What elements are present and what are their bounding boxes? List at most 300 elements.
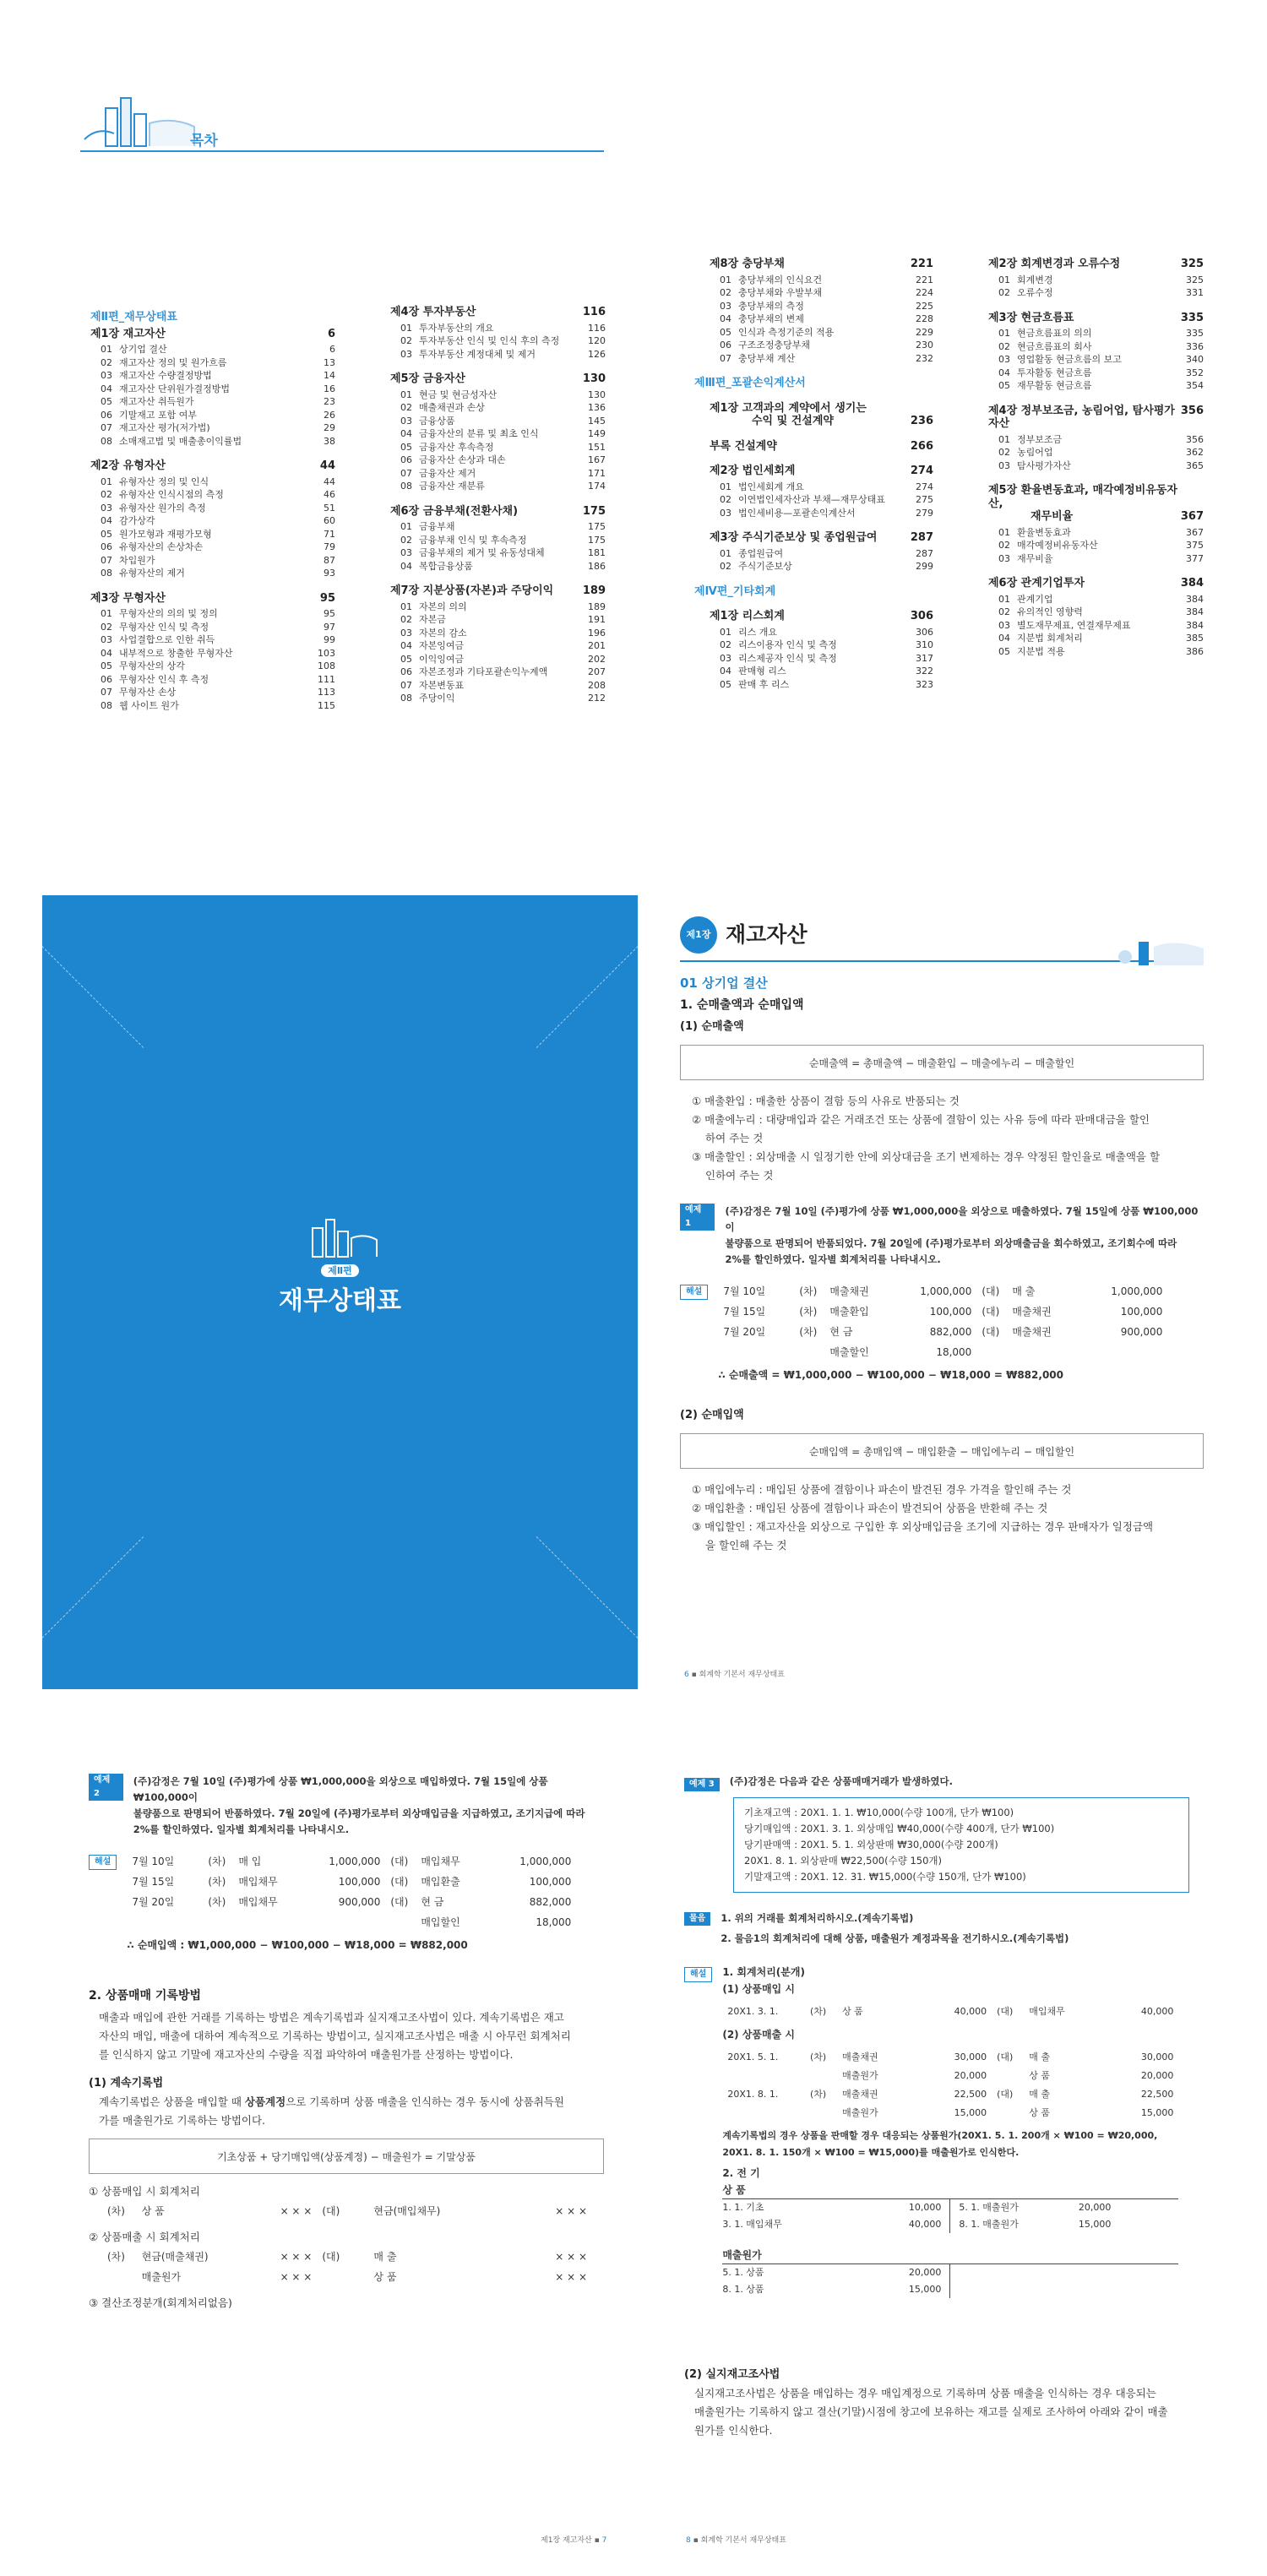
journal-cell: 현 금 [421, 1896, 444, 1908]
toc-item-title: 자본조정과 기타포괄손익누계액 [419, 666, 548, 677]
toc-item [90, 343, 335, 356]
toc-item-title: 정부보조금 [1017, 433, 1063, 445]
journal-cell: (차) [208, 1856, 226, 1867]
toc-page-number: 275 [916, 494, 933, 505]
toc-page-number: 310 [916, 639, 933, 650]
toc-item-title: 관계기업 [1017, 593, 1053, 605]
toc-chapter [710, 440, 933, 454]
text-line: 20X1. 8. 1. 외상판매 ₩22,500(수량 150개) [744, 1855, 943, 1867]
toc-item-label [998, 645, 1065, 659]
toc-item-title: 복합금융상품 [419, 560, 473, 572]
toc-item-number: 07 [101, 422, 112, 433]
toc-item-title: 무형자산 인식 및 측정 [119, 621, 209, 633]
toc-item-title: 유형자산의 제거 [119, 568, 185, 579]
toc-item-label [101, 343, 167, 356]
toc-item [90, 686, 335, 699]
toc-item-label [400, 348, 536, 361]
toc-header [80, 93, 604, 152]
ledger-amount: 40,000 [908, 2219, 942, 2230]
definition-list [680, 1092, 1204, 1185]
toc-item-number: 01 [101, 476, 112, 487]
formula-box: 순매입액 = 총매입액 − 매입환출 − 매입에누리 − 매입할인 [680, 1433, 1204, 1469]
toc-column-3 [694, 258, 933, 691]
toc-item-label [998, 526, 1071, 540]
toc-item-number: 01 [998, 526, 1010, 538]
ledger-cogs [722, 2264, 1178, 2298]
toc-item-title: 유형자산 원가의 측정 [119, 502, 206, 514]
example-badge: 예제 3 [684, 1778, 720, 1791]
toc-page-number: 116 [582, 306, 606, 318]
text-line: 당기매입액 : 20X1. 3. 1. 외상매입 ₩40,000(수량 400개, 단가 ₩100) [744, 1823, 1055, 1834]
toc-item-title: 원가모형과 재평가모형 [119, 528, 212, 540]
toc-column-4 [988, 258, 1204, 658]
solution-badge: 해설 [89, 1855, 117, 1870]
journal-cell: (차) [809, 2052, 827, 2062]
toc-item [390, 401, 606, 415]
toc-page-number: 325 [1186, 274, 1204, 285]
journal-table [722, 2003, 1178, 2021]
journal-cell [233, 1912, 309, 1932]
journal-cell: 매입할인 [421, 1916, 460, 1928]
solution-step: (2) 상품매출 시 [722, 2029, 795, 2041]
part-cover [42, 895, 638, 1689]
toc-page-number: 354 [1186, 380, 1204, 391]
toc-item [710, 481, 933, 494]
toc-chapter-title: 제4장 투자부동산 [390, 306, 476, 318]
toc-item [710, 639, 933, 652]
toc-item-number: 01 [101, 608, 112, 619]
toc-item-label [101, 541, 203, 554]
journal-cell: 매출원가 [842, 2107, 878, 2118]
toc-item-number: 06 [101, 673, 112, 685]
toc-item-label [720, 493, 885, 507]
toc-item-number: 02 [101, 621, 112, 633]
toc-page-number: 356 [1186, 433, 1204, 445]
toc-item-number: 08 [400, 693, 412, 704]
toc-chapter [390, 306, 606, 319]
entry-title: ① 상품매입 시 회계처리 [89, 2185, 200, 2198]
toc-page-number: 16 [324, 383, 335, 394]
toc-item [390, 520, 606, 534]
journal-cell: 매 출 [1029, 2052, 1050, 2062]
journal-row [722, 2048, 1178, 2067]
toc-item-label [400, 613, 446, 627]
toc-item [710, 665, 933, 678]
toc-item-number: 07 [400, 467, 412, 479]
toc-item [90, 356, 335, 370]
toc-item-label [101, 488, 224, 502]
toc-item-number: 02 [720, 639, 731, 650]
subsection-title: 1. 순매출액과 순매입액 [680, 998, 804, 1012]
toc-item-title: 금융자산 재분류 [419, 481, 485, 492]
journal-row [102, 2247, 592, 2267]
example-text: (주)감정은 다음과 같은 상품매매거래가 발생하였다. [729, 1775, 953, 1787]
toc-item-number: 03 [998, 354, 1010, 365]
toc-page-number: 113 [318, 687, 335, 698]
toc-item-number: 03 [720, 652, 731, 664]
toc-page-number: 38 [324, 435, 335, 447]
toc-item-title: 매출채권과 손상 [419, 402, 485, 413]
journal-cell: (대) [982, 1326, 1000, 1338]
toc-chapter [988, 484, 1204, 524]
toc-item-title: 주당이익 [419, 693, 455, 704]
toc-item-label [101, 554, 155, 568]
toc-chapter [710, 258, 933, 271]
toc-page-number: 299 [916, 561, 933, 572]
toc-item-title: 자본잉여금 [419, 640, 465, 651]
toc-item-title: 투자부동산의 개요 [419, 322, 494, 334]
toc-item [710, 493, 933, 507]
ledger-entry: 5. 1. 상품 [722, 2267, 764, 2278]
toc-item [90, 647, 335, 660]
toc-item [988, 353, 1204, 367]
toc-chapter [988, 577, 1204, 590]
toc-page-number: 87 [324, 554, 335, 566]
journal-cell: × × × [555, 2251, 587, 2263]
journal-cell: 상 품 [842, 2006, 863, 2017]
toc-item-title: 금융상품 [419, 415, 455, 427]
page-footer: 제1장 재고자산 ▪ 7 [541, 2536, 607, 2545]
toc-page-number: 322 [916, 666, 933, 677]
toc-item-label [720, 326, 834, 340]
note-line: 20X1. 8. 1. 150개 × ₩100 = ₩15,000)를 매출원가로 인식한다. [722, 2147, 1020, 2158]
toc-item-label [720, 481, 804, 494]
toc-item-label [101, 621, 209, 634]
toc-chapter-title: 제5장 금융자산 [390, 372, 465, 385]
toc-item [988, 632, 1204, 645]
toc-page-number: 93 [324, 568, 335, 579]
toc-item-label [400, 322, 494, 335]
toc-item-title: 법인세회계 개요 [738, 481, 804, 492]
journal-cell: 매출환입 [829, 1306, 869, 1318]
journal-cell [805, 2104, 837, 2122]
toc-chapter [710, 531, 933, 545]
text-line: 매출원가는 기록하지 않고 결산(기말)시점에 창고에 보유하는 재고를 실제로 조사하여 아래와 같이 매출 [694, 2405, 1168, 2418]
crop-mark [42, 946, 144, 1048]
toc-page-number: 377 [1186, 552, 1204, 564]
ledger-entry: 1. 1. 기초 [722, 2202, 764, 2213]
toc-page-number: 317 [916, 652, 933, 664]
toc-item-number: 02 [720, 287, 731, 298]
toc-item [988, 446, 1204, 459]
toc-item-number: 02 [720, 494, 731, 505]
toc-item-number: 01 [998, 433, 1010, 445]
toc-item-title: 현금흐름표의 의의 [1017, 328, 1092, 339]
toc-item [710, 678, 933, 692]
toc-item-label [400, 441, 494, 454]
toc-chapter-title: 제2장 유형자산 [90, 459, 166, 472]
toc-item [988, 526, 1204, 540]
toc-item [90, 421, 335, 435]
toc-page-number: 306 [916, 626, 933, 638]
toc-item [988, 274, 1204, 287]
toc-page-number: 228 [916, 313, 933, 324]
toc-item-title: 금융자산 손상과 대손 [419, 454, 506, 465]
journal-cell: 상 품 [373, 2271, 397, 2283]
text-line: 기초재고액 : 20X1. 1. 1. ₩10,000(수량 100개, 단가 ₩100) [744, 1807, 1014, 1818]
toc-item-label [998, 353, 1122, 367]
toc-item [710, 274, 933, 287]
toc-item [390, 415, 606, 428]
toc-item-label [720, 274, 822, 287]
journal-cell: 매 출 [373, 2251, 397, 2263]
toc-page-number: 375 [1186, 540, 1204, 551]
ledger-row [959, 2199, 1111, 2216]
toc-item-title: 무형자산 인식 후 측정 [119, 673, 209, 685]
journal-cell: 18,000 [936, 1346, 972, 1358]
toc-item-number: 03 [400, 415, 412, 427]
journal-cell: 100,000 [1120, 1306, 1163, 1318]
text-line: 원가를 인식한다. [694, 2424, 773, 2437]
toc-chapter-title: 제1장 재고자산 [90, 327, 166, 340]
toc-item-label [720, 300, 804, 313]
toc-item-title: 소매재고법 및 매출총이익률법 [119, 435, 242, 447]
toc-item [988, 327, 1204, 340]
toc-item [390, 639, 606, 653]
journal-cell: 20X1. 5. 1. [727, 2052, 779, 2062]
journal-row [718, 1342, 1167, 1362]
ledger-amount: 20,000 [1078, 2202, 1112, 2213]
journal-cell: 18,000 [536, 1916, 572, 1928]
toc-item [90, 395, 335, 409]
toc-item-label [998, 619, 1131, 633]
toc-item-number: 04 [400, 428, 412, 439]
toc-item [988, 645, 1204, 659]
subsection-title: (2) 실지재고조사법 [684, 2368, 780, 2381]
journal-cell: 1,000,000 [519, 1856, 572, 1867]
toc-item-label [101, 435, 242, 448]
journal-row [722, 2104, 1178, 2122]
toc-page-number: 365 [1186, 459, 1204, 471]
toc-item [390, 389, 606, 402]
journal-cell: × × × [555, 2205, 587, 2217]
toc-page-number: 196 [588, 627, 606, 639]
toc-item [90, 435, 335, 448]
toc-item-number: 05 [998, 645, 1010, 657]
journal-cell: 100,000 [929, 1306, 972, 1318]
journal-cell: 매입채무 [238, 1896, 278, 1908]
toc-item-title: 인식과 측정기준의 적용 [738, 326, 835, 338]
toc-item [710, 312, 933, 326]
journal-cell [722, 2104, 805, 2122]
journal-cell: 7월 10일 [132, 1856, 175, 1867]
journal-cell: × × × [280, 2271, 313, 2283]
toc-item-title: 탐사평가자산 [1017, 459, 1071, 471]
toc-page-number: 136 [588, 402, 606, 413]
text-line: ② 매출에누리 : 대량매입과 같은 거래조건 또는 상품에 결함이 있는 사유 등에 따라 판매대금을 할인 [692, 1113, 1150, 1126]
toc-item-title: 리스 개요 [738, 626, 778, 638]
journal-row [127, 1892, 576, 1912]
toc-item-number: 04 [720, 666, 731, 677]
ledger-title: 상 품 [722, 2184, 746, 2196]
toc-chapter-title-line: 제5장 환율변동효과, 매각예정비유동자산, [988, 484, 1177, 510]
toc-item-number: 01 [400, 521, 412, 532]
ledger-title: 매출원가 [722, 2249, 762, 2261]
toc-item-number: 03 [998, 459, 1010, 471]
toc-page-number: 6 [327, 327, 335, 340]
toc-page-number: 279 [916, 507, 933, 519]
toc-item [390, 322, 606, 335]
toc-item-number: 01 [998, 593, 1010, 605]
toc-item [710, 547, 933, 561]
text-line: 당기판매액 : 20X1. 5. 1. 외상판매 ₩30,000(수량 200개) [744, 1839, 998, 1850]
toc-item-title: 감가상각 [119, 515, 155, 526]
example-badge: 예제 2 [89, 1774, 123, 1801]
journal-cell: 20,000 [1140, 2070, 1174, 2081]
toc-item-title: 금융부채 [419, 521, 455, 532]
toc-item-label [101, 476, 209, 489]
data-box [733, 1797, 1189, 1893]
toc-item-title: 투자부동산 인식 및 인식 후의 측정 [419, 335, 560, 346]
journal-table [718, 1281, 1167, 1362]
toc-item-number: 02 [720, 561, 731, 572]
journal-cell [1091, 1342, 1167, 1362]
toc-chapter-title-line: 수익 및 건설계약 [752, 415, 834, 427]
journal-cell: (차) [799, 1285, 818, 1297]
toc-item-number: 05 [400, 653, 412, 665]
journal-row [718, 1302, 1167, 1322]
toc-item-number: 08 [101, 568, 112, 579]
journal-cell: 매출채권 [842, 2089, 878, 2100]
journal-cell: 상 품 [1029, 2107, 1050, 2118]
solution-step: (1) 상품매입 시 [722, 1983, 795, 1995]
toc-page-number: 181 [588, 547, 606, 558]
toc-chapter-title [988, 484, 1181, 524]
toc-item-title: 자본금 [419, 614, 446, 625]
toc-item-number: 02 [400, 335, 412, 346]
toc-item [988, 606, 1204, 619]
toc-chapter [390, 584, 606, 598]
journal-cell: 22,500 [1140, 2089, 1174, 2100]
toc-item-number: 02 [101, 489, 112, 500]
toc-item-label [101, 633, 215, 647]
toc-item [90, 699, 335, 713]
toc-item [390, 427, 606, 441]
toc-item [710, 286, 933, 300]
ledger-product [722, 2198, 1178, 2233]
journal-cell: 상 품 [141, 2205, 165, 2217]
toc-item-number: 02 [400, 402, 412, 413]
toc-item-title: 현금 및 현금성자산 [419, 389, 498, 400]
toc-column-1 [90, 306, 335, 712]
toc-page-number: 167 [588, 454, 606, 465]
subsection-title: 2. 상품매매 기록방법 [89, 1989, 201, 2003]
toc-item-label [101, 383, 230, 396]
journal-cell [718, 1342, 794, 1362]
toc-item [390, 334, 606, 348]
toc-item-label [998, 539, 1098, 552]
toc-item-label [400, 401, 485, 415]
toc-item-title: 자본의 의의 [419, 601, 467, 612]
journal-cell [992, 2067, 1024, 2085]
toc-page-number: 335 [1180, 311, 1204, 324]
toc-page-number: 79 [324, 541, 335, 552]
toc-item-number: 01 [400, 601, 412, 612]
toc-page-number: 174 [588, 481, 606, 492]
journal-cell: 매출원가 [842, 2070, 878, 2081]
toc-item-label [101, 502, 206, 515]
paragraph: 계속기록법은 상품을 매입할 때 상품계정으로 기록하며 상품 매출을 인식하는 경우 동시에 상품취득원 가를 매출원가로 기록하는 방법이다. [99, 2095, 564, 2127]
journal-cell: 20,000 [954, 2070, 987, 2081]
toc-page-number: 95 [324, 608, 335, 619]
toc-page-number: 201 [588, 640, 606, 651]
toc-item-title: 회계변경 [1017, 274, 1053, 285]
page-footer: 8 ▪ 회계학 기본서 재무상태표 [686, 2536, 786, 2545]
toc-item [90, 554, 335, 568]
toc-item [90, 660, 335, 673]
toc-item-label [101, 369, 212, 383]
journal-cell: 7월 15일 [132, 1876, 175, 1888]
toc-item-title: 투자부동산 계정대체 및 제거 [419, 348, 536, 360]
journal-row [102, 2201, 592, 2221]
journal-cell: (차) [809, 2006, 827, 2017]
toc-item-number: 01 [720, 481, 731, 492]
ledger-entry: 3. 1. 매입채무 [722, 2219, 782, 2230]
toc-page-number: 335 [1186, 328, 1204, 339]
paragraph [89, 2008, 604, 2064]
journal-cell: 매출원가 [141, 2271, 182, 2283]
toc-item-number: 04 [720, 313, 731, 324]
toc-item-label [720, 678, 789, 692]
building-logo-icon [80, 93, 198, 152]
toc-item [90, 528, 335, 541]
toc-item [90, 567, 335, 580]
toc-item-title: 리스이용자 인식 및 측정 [738, 639, 837, 650]
journal-cell: 100,000 [529, 1876, 572, 1888]
toc-item [988, 593, 1204, 606]
ledger-debit [722, 2264, 950, 2298]
journal-row [722, 2003, 1178, 2021]
toc-item-label [400, 334, 559, 348]
toc-page-number: 175 [582, 504, 606, 518]
toc-item-label [400, 480, 485, 493]
toc-item-label [998, 593, 1053, 606]
page-footer: 6 ▪ 회계학 기본서 재무상태표 [684, 1671, 785, 1679]
toc-page-number: 44 [319, 459, 335, 472]
journal-cell: 매입채무 [238, 1876, 278, 1888]
toc-page-number: 71 [324, 528, 335, 540]
entry-table [102, 2201, 592, 2221]
toc-item-label [101, 699, 179, 713]
toc-item-number: 04 [101, 515, 112, 526]
toc-item-title: 판매 후 리스 [738, 678, 790, 690]
toc-item [390, 679, 606, 693]
toc-item [988, 367, 1204, 380]
text-line: ③ 매입할인 : 재고자산을 외상으로 구입한 후 외상매입금을 조기에 지급하는 경우 판매자가 일정금액 [692, 1520, 1154, 1533]
journal-cell [805, 2067, 837, 2085]
toc-item-number: 03 [400, 627, 412, 639]
journal-cell: 20X1. 8. 1. [727, 2089, 779, 2100]
toc-page-number: 13 [324, 356, 335, 368]
journal-cell: 매출채권 [1012, 1306, 1052, 1318]
toc-page-number: 126 [588, 348, 606, 360]
journal-cell: 매출할인 [829, 1346, 869, 1358]
toc-item-number: 08 [400, 481, 412, 492]
journal-cell: 40,000 [954, 2006, 987, 2017]
toc-item-number: 06 [101, 409, 112, 421]
toc-item-label [101, 607, 218, 621]
toc-page-number: 336 [1186, 340, 1204, 352]
toc-item-title: 금융자산의 분류 및 최초 인식 [419, 428, 539, 439]
toc-page-number: 145 [588, 415, 606, 427]
toc-item-label [101, 673, 209, 687]
toc-item-label [400, 601, 467, 614]
text-line: 불량품으로 판명되어 반품되었다. 7월 20일에 (주)평가로부터 외상매출금을 회수하였고, 조기회수에 따라 [725, 1237, 1177, 1249]
toc-item-label [101, 660, 185, 673]
toc-chapter-title-line: 재무비율 [1030, 510, 1074, 523]
toc-item [390, 613, 606, 627]
toc-item-number: 04 [998, 633, 1010, 644]
